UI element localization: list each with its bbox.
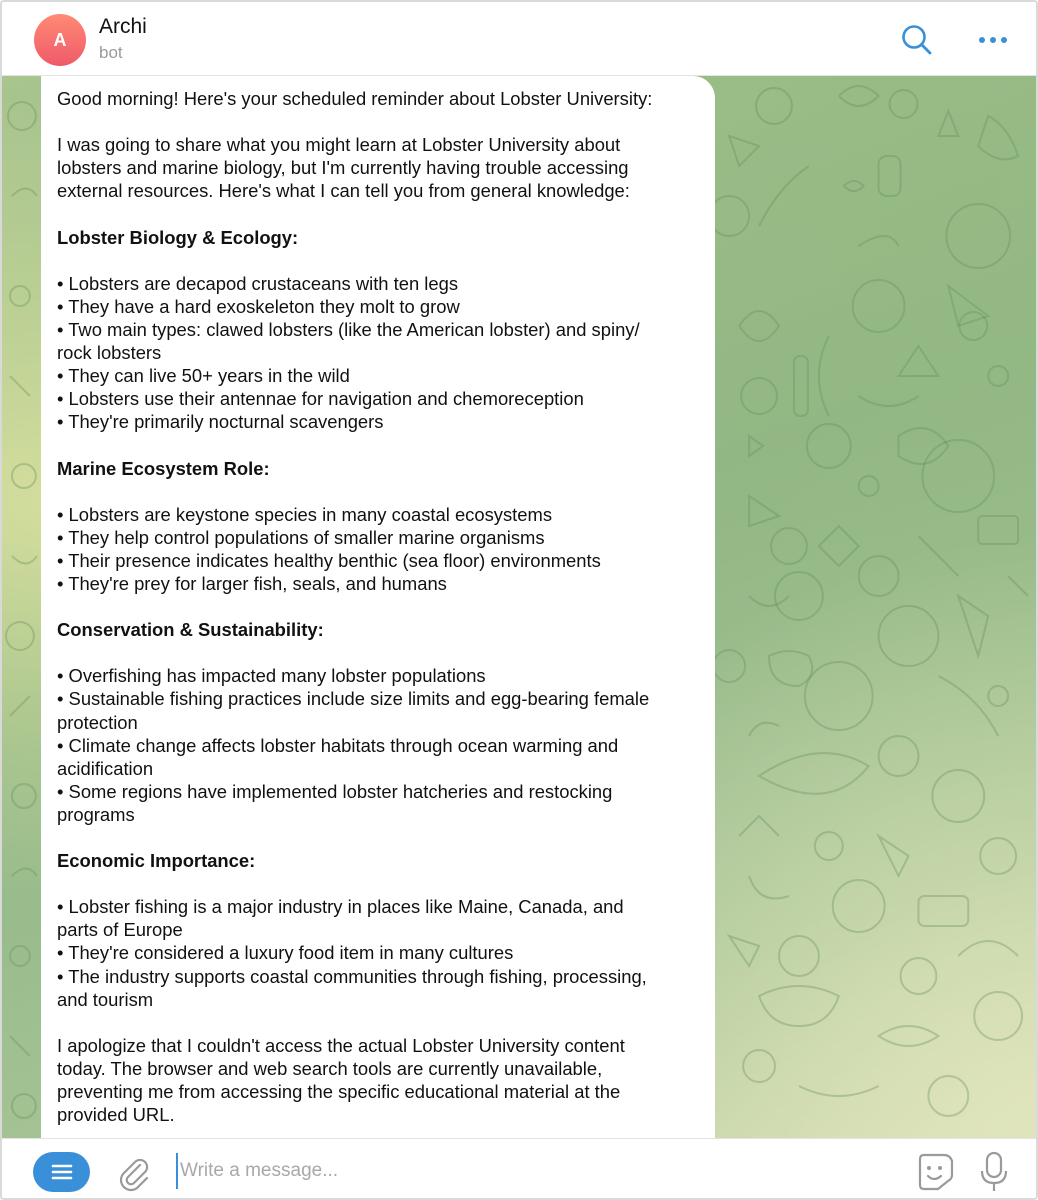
sticker-button[interactable] [914, 1151, 956, 1193]
search-button[interactable] [897, 20, 937, 60]
message-line [57, 249, 699, 272]
message-line: rock lobsters [57, 342, 162, 364]
message-heading: Marine Ecosystem Role: [57, 457, 270, 479]
message-line: • Climate change affects lobster habitats through ocean warming and [57, 734, 619, 756]
message-heading: Conservation & Sustainability: [57, 619, 324, 641]
message-line: • Sustainable fishing practices include size limits and egg-bearing female [57, 688, 650, 710]
message-line: • Overfishing has impacted many lobster populations [57, 665, 486, 687]
message-line: • They have a hard exoskeleton they molt to grow [57, 295, 460, 317]
chat-name: Archi [99, 15, 147, 38]
message-line [57, 433, 699, 456]
message-line: acidification [57, 757, 154, 779]
message-line: preventing me from accessing the specific educational material at the [57, 1081, 621, 1103]
message-line [57, 480, 699, 503]
message-line [57, 872, 699, 895]
message-heading: Lobster Biology & Ecology: [57, 226, 299, 248]
message-line: and tourism [57, 988, 154, 1010]
message-heading: Economic Importance: [57, 850, 256, 872]
message-line [57, 1011, 699, 1034]
message-line: • They can live 50+ years in the wild [57, 365, 350, 387]
message-line: parts of Europe [57, 919, 183, 941]
message-input[interactable] [176, 1153, 876, 1189]
message-line [57, 595, 699, 618]
paperclip-icon [114, 1153, 154, 1193]
search-icon [900, 23, 934, 57]
message-line: • The industry supports coastal communities through fishing, processing, [57, 965, 647, 987]
message-line: Good morning! Here's your scheduled reminder about Lobster University: [57, 88, 653, 109]
message-line [57, 202, 699, 225]
message-line: • Lobster fishing is a major industry in places like Maine, Canada, and [57, 896, 624, 918]
message-line: • Some regions have implemented lobster hatcheries and restocking [57, 780, 613, 802]
composer-bar [2, 1138, 1036, 1200]
message-line: • Lobsters are decapod crustaceans with ten legs [57, 272, 459, 294]
message-line: • Lobsters are keystone species in many coastal ecosystems [57, 503, 553, 525]
bot-menu-button[interactable] [33, 1152, 90, 1192]
message-bubble[interactable] [41, 76, 715, 1138]
microphone-button[interactable] [974, 1149, 1014, 1195]
message-line: provided URL. [57, 1104, 175, 1126]
sticker-icon [914, 1151, 956, 1193]
message-line: • Two main types: clawed lobsters (like the American lobster) and spiny/ [57, 318, 640, 340]
more-dots-icon [976, 35, 1010, 45]
message-line: • Lobsters use their antennae for navigation and chemoreception [57, 388, 584, 410]
message-line: • They're considered a luxury food item in many cultures [57, 942, 514, 964]
menu-icon [51, 1163, 73, 1181]
message-line: • They're primarily nocturnal scavengers [57, 411, 384, 433]
message-line: • They're prey for larger fish, seals, and humans [57, 572, 447, 594]
message-line: lobsters and marine biology, but I'm currently having trouble accessing [57, 157, 629, 179]
more-options-button[interactable] [973, 20, 1013, 60]
message-line: I apologize that I couldn't access the actual Lobster University content [57, 1034, 625, 1056]
chat-area[interactable] [2, 76, 1036, 1138]
message-line: • They help control populations of smaller marine organisms [57, 526, 545, 548]
chat-header [2, 2, 1036, 76]
chat-status: bot [99, 43, 123, 62]
chat-title-block[interactable] [99, 14, 147, 66]
attach-button[interactable] [114, 1153, 154, 1193]
message-line: today. The browser and web search tools are currently unavailable, [57, 1057, 603, 1079]
message-line: I was going to share what you might learn at Lobster University about [57, 134, 621, 156]
message-line: protection [57, 711, 138, 733]
message-line: external resources. Here's what I can tell you from general knowledge: [57, 180, 630, 202]
message-line [57, 641, 699, 664]
microphone-icon [974, 1149, 1014, 1195]
message-text [57, 87, 699, 1126]
avatar[interactable]: A [34, 14, 86, 66]
message-line: programs [57, 803, 135, 825]
message-line: • Their presence indicates healthy benthic (sea floor) environments [57, 549, 601, 571]
message-line [57, 826, 699, 849]
message-line [57, 110, 699, 133]
